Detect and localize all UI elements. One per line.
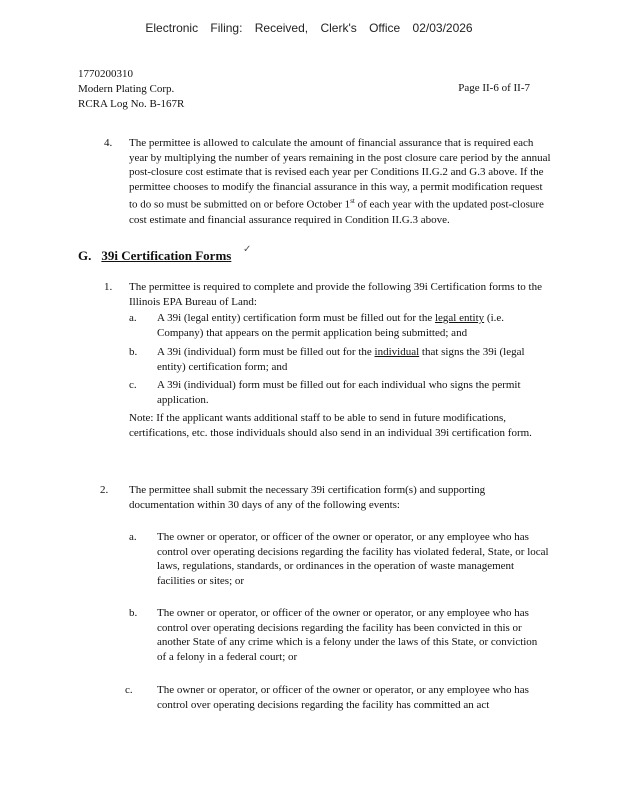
item-2b-text: The owner or operator, or officer of the owner or operator, or any employee who has control over operating decisions regarding the facility has been convicted in this or another State of any crime which is a felony under the laws of this State, or conviction of a felony in a federal court; or <box>157 607 538 663</box>
company-name: Modern Plating Corp. <box>78 83 175 95</box>
item-1-note: Note: If the applicant wants additional staff to be able to send in future modifications, certifications, etc. those individuals should also send in an individual 39i certification form. <box>129 412 532 439</box>
item-2a-number: a. <box>129 531 137 543</box>
item-1a-text-end: (i.e. Company) that appears on the permit application being submitted; and <box>157 312 505 339</box>
item-2-number: 2. <box>100 484 109 496</box>
item-1a-paragraph <box>157 311 549 340</box>
item-2b-number: b. <box>129 607 138 619</box>
item-1b-text-end: that signs the 39i (legal entity) certification form; and <box>157 346 525 373</box>
item-4-text: The permittee is allowed to calculate the amount of financial assurance that is required each year by multiplying the number of years remaining in the post closure care period by the annual post-closure cost estimate that is revised each year per Conditions II.G.2 and G.3 above. If the permittee chooses to modify the financial assurance in this way, a permit modification request to do so must be submitted on or before October 1 <box>129 137 551 212</box>
section-heading <box>78 248 231 263</box>
item-1-number: 1. <box>104 281 113 293</box>
electronic-filing-stamp: Electronic Filing: Received, Clerk's Office 02/03/2026 <box>145 21 473 35</box>
document-header <box>78 67 184 112</box>
item-1b-paragraph <box>157 345 549 374</box>
rcra-log-number: RCRA Log No. B-167R <box>78 98 185 110</box>
section-letter: G. <box>78 248 92 263</box>
item-1a-text: A 39i (legal entity) certification form must be filled out for the <box>157 312 435 324</box>
page-number: Page II-6 of II-7 <box>458 82 530 94</box>
checkmark-icon: ✓ <box>243 244 252 255</box>
item-1b-number: b. <box>129 346 138 358</box>
item-2c-text: The owner or operator, or officer of the owner or operator, or any employee who has control over operating decisions regarding the facility has committed an act <box>157 684 529 711</box>
item-2-text: The permittee shall submit the necessary 39i certification form(s) and supporting documentation within 30 days of any of the following events: <box>129 484 486 511</box>
legal-entity-term: legal entity <box>434 312 485 324</box>
item-2a-text: The owner or operator, or officer of the owner or operator, or any employee who has control over operating decisions regarding the facility has violated federal, State, or local laws, regulations, standards, or ordinances in the operation of waste management facilities or sites; or <box>157 531 549 587</box>
item-1-text: The permittee is required to complete and provide the following 39i Certification forms to the Illinois EPA Bureau of Land: <box>129 281 542 308</box>
section-title: 39i Certification Forms <box>101 248 232 263</box>
item-4-number: 4. <box>104 137 113 149</box>
item-1c-text: A 39i (individual) form must be filled out for each individual who signs the permit application. <box>157 379 521 406</box>
item-1c-number: c. <box>129 379 137 391</box>
item-2c-number: c. <box>125 684 133 696</box>
item-1a-number: a. <box>129 312 137 324</box>
ordinal-suffix: st <box>350 197 355 206</box>
item-4-paragraph <box>129 136 553 227</box>
item-4-text-end: of each year with the updated post-closure cost estimate and financial assurance required in Condition II.G.3 above. <box>129 199 544 226</box>
item-1b-text: A 39i (individual) form must be filled out for the <box>157 346 375 358</box>
individual-term: individual <box>374 346 420 358</box>
document-id: 1770200310 <box>78 68 133 80</box>
